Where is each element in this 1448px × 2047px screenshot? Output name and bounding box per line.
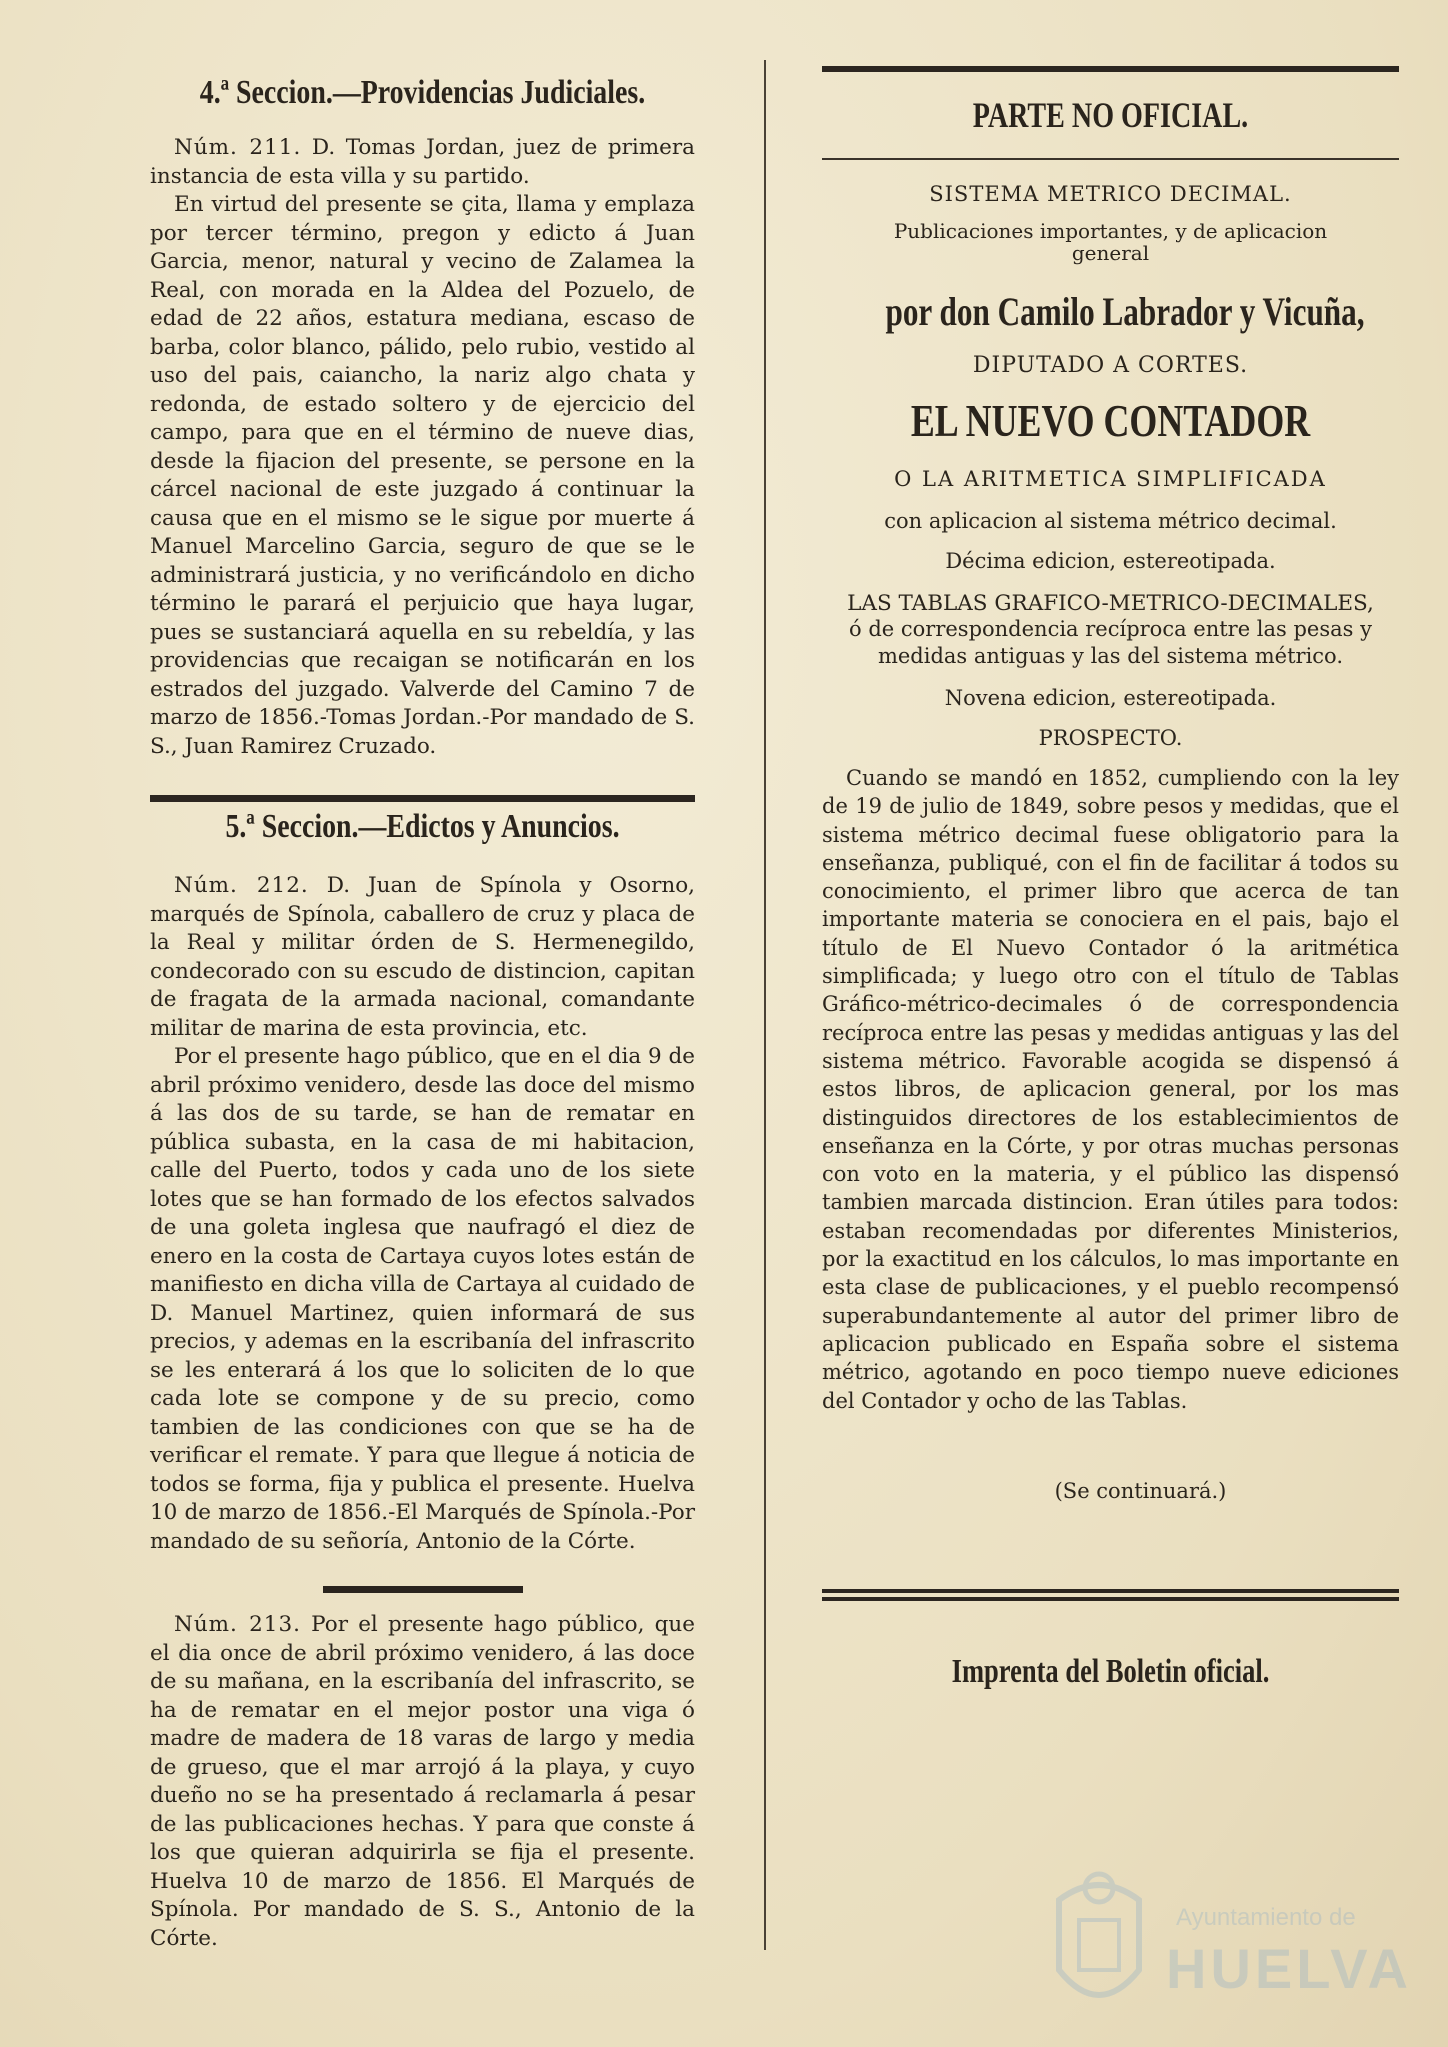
notice213-body: Por el presente hago público, que el dia once de abril próximo venidero, á las doce de su mañana, en la escribanía del infrascrito, se ha de rematar en el mejor postor una viga ó madre de madera de 18 varas de largo y media de grueso, que el mar arrojó á la playa, y cuyo dueño no se ha presentado á reclamarla á pesar de las publicaciones hechas. Y para que conste á los que quieran adquirirla se fija el presente. Huelva 10 de marzo de 1856. El Marqués de Spínola. Por mandado de S. S., Antonio de la Córte. xyxy=(150,1612,695,1951)
section4-heading: 4.ª Seccion.—Providencias Judiciales. xyxy=(199,74,646,111)
aplicacion-line: con aplicacion al sistema métrico decimal. xyxy=(884,509,1337,533)
prospecto-heading: PROSPECTO. xyxy=(1038,726,1183,750)
section-rule xyxy=(150,795,695,802)
notice-separator xyxy=(323,1586,523,1593)
notice212-body: Por el presente hago público, que en el dia 9 de abril próximo venidero, desde las doce del mismo á las dos de su tarde, se han de rematar en pública subasta, en la casa de mi habitacion, calle del Puerto, todos y cada uno de los siete lotes que se han formado de los efectos salvados de una goleta inglesa que naufragó el diez de enero en la costa de Cartaya cuyos lotes están de manifiesto en dicha villa de Cartaya al cuidado de D. Manuel Martinez, quien informará de sus precios, y ademas en la escribanía del infrascrito se les enterará á los que lo soliciten de lo que cada lote se compone y de su precio, como tambien de las condiciones con que se ha de verificar el remate. Y para que llegue á noticia de todos se forma, fija y publica el presente. Huelva 10 de marzo de 1856.-El Marqués de Spínola.-Por mandado de su señoría, Antonio de la Córte. xyxy=(150,1044,695,1554)
section4-body: En virtud del presente se çita, llama y emplaza por tercer término, pregon y edicto á Juan Garcia, menor, natural y vecino de Zalamea la Real, con morada en la Aldea del Pozuelo, de edad de 22 años, estatura mediana, escaso de barba, color blanco, pálido, pelo rubio, vestido al uso del pais, caiancho, la nariz algo chata y redonda, de estado soltero y de ejercicio del campo, para que en el término de nueve dias, desde la fijacion del presente, se persone en la cárcel nacional de este juzgado á continuar la causa que en el mismo se le sigue por muerte á Manuel Marcelino Garcia, seguro de que se le administrará justicia, y no verificándolo en dicho término le parará el perjuicio que haya lugar, pues se sustanciará aquella en su rebeldía, y las providencias que recaigan se notificarán en los estrados del juzgado. Valverde del Camino 7 de marzo de 1856.-Tomas Jordan.-Por mandado de S. S., Juan Ramirez Cruzado. xyxy=(150,192,695,759)
book-subtitle: O LA ARITMETICA SIMPLIFICADA xyxy=(894,467,1327,491)
watermark xyxy=(1044,1860,1412,2030)
prospecto-body: Cuando se mandó en 1852, cumpliendo con la ley de 19 de julio de 1849, sobre pesos y medidas, que el sistema métrico decimal fuese obligatorio para la enseñanza, publiqué, con el fin de facilitar á todos su conocimiento, el primer libro que acerca de tan importante materia se conociera en el pais, bajo el título de El Nuevo Contador ó la aritmética simplificada; y luego otro con el título de Tablas Gráfico-métrico-decimales ó de correspondencia recíproca entre las pesas y medidas antiguas y las del sistema métrico. Favorable acogida se dispensó á estos libros, de aplicacion general, por los mas distinguidos directores de los establecimientos de enseñanza en la Córte, y por otras muchas personas con voto en la materia, y el público las dispensó tambien marcada distincion. Eran útiles para todos: estaban recomendadas por diferentes Ministerios, por la exactitud en los cálculos, lo mas importante en esta clase de publicaciones, y el pueblo recompensó superabundantemente al autor del primer libro de aplicacion publicado en España sobre el sistema métrico, agotando en poco tiempo nueve ediciones del Contador y ocho de las Tablas. xyxy=(822,766,1399,1413)
author-line: por don Camilo Labrador y Vicuña, xyxy=(885,289,1365,334)
sistema-heading: SISTEMA METRICO DECIMAL. xyxy=(929,182,1292,206)
diputado-line: DIPUTADO A CORTES. xyxy=(972,353,1249,378)
watermark-line2: HUELVA xyxy=(1166,1937,1412,2000)
notice212-intro xyxy=(150,872,695,1043)
tablas-description: ó de correspondencia recíproca entre las pesas y medidas antiguas y las del sistema métrico. xyxy=(849,617,1372,668)
notice212-num: Núm. 212. xyxy=(174,873,309,898)
book-title: EL NUEVO CONTADOR xyxy=(910,395,1311,446)
section4-num: Núm. 211. xyxy=(174,135,302,160)
novena-edicion: Novena edicion, estereotipada. xyxy=(944,686,1277,710)
notice213-num: Núm. 213. xyxy=(174,1612,301,1637)
coat-of-arms-icon xyxy=(1044,1860,1154,2020)
section4-intro-text: D. Tomas Jordan, juez de primera instancia de esta villa y su partido. xyxy=(150,135,695,189)
section5-heading: 5.ª Seccion.—Edictos y Anuncios. xyxy=(225,808,620,845)
watermark-line1: Ayuntamiento de xyxy=(1176,1904,1356,1931)
continuara-note: (Se continuará.) xyxy=(1054,1478,1227,1503)
section4-intro xyxy=(150,134,695,191)
notice213 xyxy=(150,1611,695,1953)
publicaciones-line: Publicaciones importantes, y de aplicacion general xyxy=(893,219,1328,265)
tablas-title: LAS TABLAS GRAFICO-METRICO-DECIMALES, xyxy=(847,591,1374,616)
decima-edicion: Décima edicion, estereotipada. xyxy=(945,549,1276,573)
left-column xyxy=(150,0,695,1953)
notice212-intro-text: D. Juan de Spínola y Osorno, marqués de Spínola, caballero de cruz y placa de la Real y militar órden de S. Hermenegildo, condecorado con su escudo de distincion, capitan de fragata de la armada nacional, comandante militar de marina de esta provincia, etc. xyxy=(150,873,695,1041)
right-column xyxy=(822,0,1399,1691)
column-divider xyxy=(764,60,766,1950)
imprenta-line: Imprenta del Boletin oficial. xyxy=(951,1652,1270,1690)
part-heading: PARTE NO OFICIAL. xyxy=(972,95,1249,135)
